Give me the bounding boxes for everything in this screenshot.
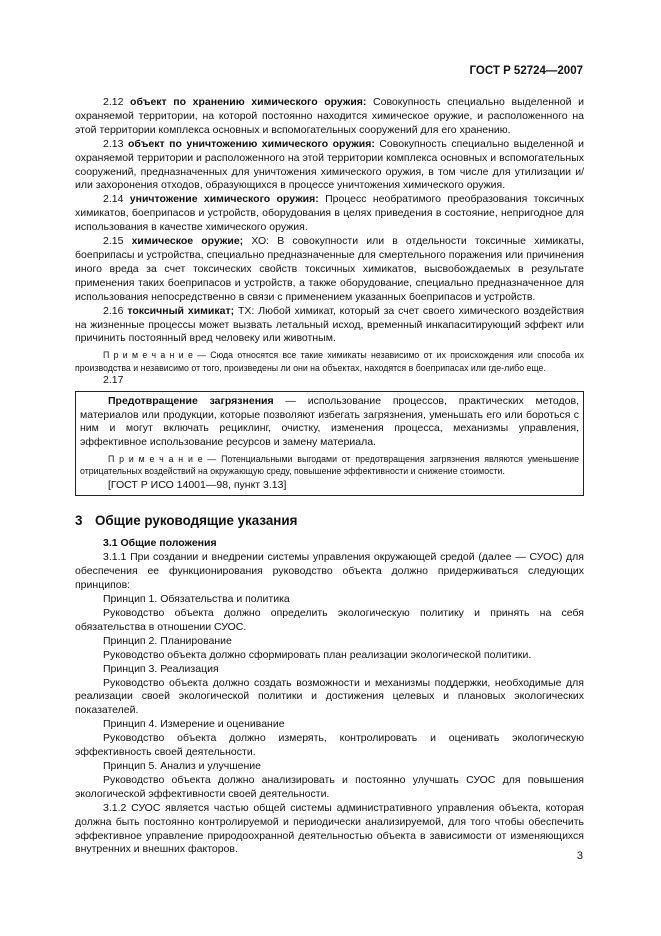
term-number: 2.16 — [103, 304, 124, 317]
term-number: 2.13 — [103, 137, 124, 150]
principle-5-name: Принцип 5. Анализ и улучшение — [103, 759, 261, 772]
term: объект по уничтожению химического оружия: — [127, 137, 375, 150]
term: Предотвращение загрязнения — [108, 394, 274, 407]
definition-text: Процесс необратимого преобразования токсичных химикатов, боеприпасов и устройств, оборудования в целях приведения в состояние, непригодное для использования в качестве химического оружия. — [75, 193, 585, 234]
note-text: Потенциальными выгодами от предотвращения загрязнения являются уменьшение отрицательных воздействий на окружающую среду, повышение эффективности и снижение стоимости. — [80, 454, 579, 477]
principle-1-text: Руководство объекта должно определить экологическую политику и принять на себя обязательства в отношении СУОС. — [75, 607, 584, 633]
definition-text: Совокупность специально выделенной и охраняемой территории, на которой постоянно находится химическое оружие, и расположенного на этой территории комплекса основных и вспомогательных сооружений для его хранению. — [75, 96, 584, 136]
term: объект по хранению химического оружия: — [130, 96, 367, 108]
definition-text: — использование процессов, практических методов, материалов или продукции, которые позволяют избегать загрязнения, уменьшать его или бороться с ним и могут включать рециклинг, очистку, изменения процесса, механизмы управления, эффективное использование ресурсов и замену материала. — [80, 394, 579, 449]
principle-4-text: Руководство объекта должно измерять, контролировать и оценивать экологическую эффективность своей деятельности. — [75, 732, 584, 759]
note-label: П р и м е ч а н и е — — [108, 454, 217, 465]
definition-box-2-17 — [75, 391, 584, 496]
principle-2-text: Руководство объекта должно сформировать план реализации экологической политики. — [103, 648, 532, 661]
principle-5-text: Руководство объекта должно анализировать и постоянно улучшать СУОС для повышения экологической эффективности своей деятельности. — [75, 773, 584, 800]
definition-2-12 — [75, 96, 584, 138]
note-text: Сюда относятся все такие химикаты независимо от их происхождения или способа их производства и независимо от того, произведены ли они на объектах, находятся в боеприпасах или где-либо еще. — [75, 350, 584, 373]
paragraph-3-1-2: 3.1.2 СУОС является частью общей системы административного управления объекта, которая должна быть постоянно контролируемой и периодически анализируемой, для того чтобы обеспечить эффективное управление природоохранной деятельностью объекта в зависимости от изменяющихся внутренних и внешних факторов. — [75, 801, 584, 856]
term-number-2-17: 2.17 — [103, 373, 124, 386]
document-body — [75, 96, 584, 857]
definition-2-14 — [75, 193, 584, 235]
note-2-16 — [75, 349, 584, 373]
term-number: 2.14 — [103, 193, 124, 206]
principle-2-name: Принцип 2. Планирование — [103, 634, 232, 647]
principle-1-name: Принцип 1. Обязательства и политика — [103, 593, 290, 606]
source-reference: [ГОСТ Р ИСО 14001—98, пункт 3.13] — [108, 478, 287, 491]
term: уничтожение химического оружия: — [129, 193, 319, 206]
definition-2-17 — [80, 395, 579, 451]
paragraph-3-1-1: 3.1.1 При создании и внедрении системы управления окружающей средой (далее — СУОС) для обеспечения ее функционирования руководство объекта должно придерживаться следующих принципов: — [75, 551, 584, 592]
principle-4-name: Принцип 4. Измерение и оценивание — [103, 718, 285, 731]
term: химическое оружие; — [131, 235, 244, 248]
definition-2-13 — [75, 138, 584, 194]
definition-2-15 — [75, 235, 584, 305]
definition-2-16 — [75, 305, 584, 347]
definition-text: ТХ: Любой химикат, который за счет своего химического воздействия на жизненные процессы может вызвать летальный исход, временный инкапаситирующий эффект или причинить постоянный вред человеку или животным. — [75, 304, 584, 345]
section-number: 3 — [75, 512, 83, 528]
note-2-17 — [80, 453, 579, 477]
section-heading — [75, 514, 584, 528]
section-title: Общие руководящие указания — [95, 512, 298, 528]
term-number: 2.12 — [103, 96, 124, 108]
definition-text: Совокупность специально выделенной и охраняемой территории и расположенного на этой территории комплекса основных и вспомогательных сооружений, предназначенных для уничтожения химического оружия, в том числе для утилизации и/или захоронения отходов, образующихся в процессе уничтожения химического оружия. — [75, 137, 585, 192]
term: токсичный химикат; — [127, 304, 235, 317]
page-number: 3 — [576, 850, 583, 862]
principle-3-name: Принцип 3. Реализация — [103, 662, 219, 675]
note-label: П р и м е ч а н и е — — [103, 350, 206, 361]
term-number: 2.15 — [103, 235, 124, 248]
standard-header: ГОСТ Р 52724—2007 — [469, 65, 583, 77]
subsection-heading: 3.1 Общие положения — [103, 537, 217, 550]
principle-3-text: Руководство объекта должно создать возможности и механизмы поддержки, необходимые для реализации своей экологической политики и достижения целевых и плановых экологических показателей. — [75, 676, 584, 717]
definition-text: ХО: В совокупности или в отдельности токсичные химикаты, боеприпасы и устройства, специально предназначенные для смертельного поражения или причинения иного вреда за счет токсических свойств токсичных химикатов, высвобождаемых в результате применения таких боеприпасов и устройств, а также оборудование, специально предназначенное для использования непосредственно в связи с применением указанных боеприпасов и устройств. — [75, 235, 584, 303]
